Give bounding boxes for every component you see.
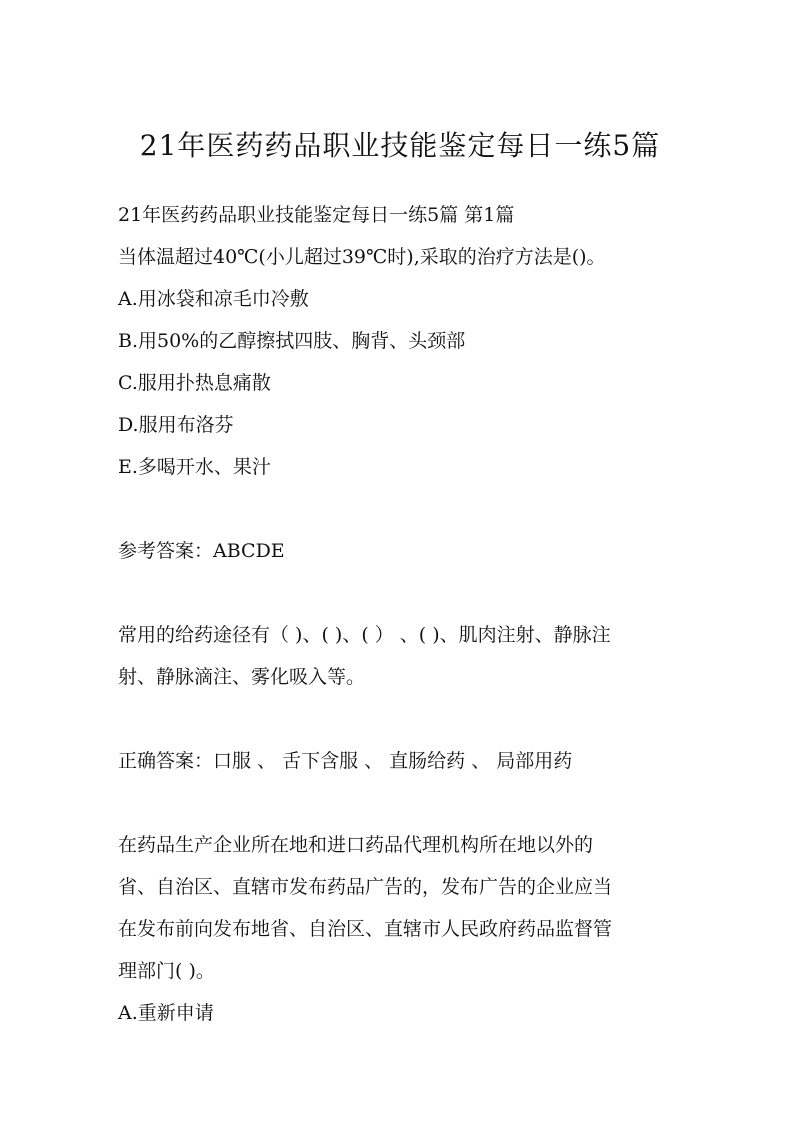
question-1-option-b: B.用50%的乙醇擦拭四肢、胸背、头颈部 <box>118 330 466 352</box>
spacer <box>118 488 740 530</box>
question-1-option-e: E.多喝开水、果汁 <box>118 456 271 478</box>
question-3-text-line-2: 省、自治区、直辖市发布药品广告的，发布广告的企业应当 <box>118 876 613 898</box>
spacer <box>118 698 740 740</box>
question-2-text-line-1: 常用的给药途径有（ )、( )、( ） 、( )、肌肉注射、静脉注 <box>118 624 611 646</box>
question-3-text-line-3: 在发布前向发布地省、自治区、直辖市人民政府药品监督管 <box>118 918 613 940</box>
spacer <box>118 572 740 614</box>
question-1-option-a: A.用冰袋和凉毛巾冷敷 <box>118 288 309 310</box>
section-heading: 21年医药药品职业技能鉴定每日一练5篇 第1篇 <box>118 204 515 226</box>
question-1-option-c: C.服用扑热息痛散 <box>118 372 271 394</box>
question-1-option-d: D.服用布洛芬 <box>118 414 234 436</box>
question-1-text: 当体温超过40℃(小儿超过39℃时),采取的治疗方法是()。 <box>118 246 606 268</box>
question-2-answer: 正确答案：口服 、 舌下含服 、 直肠给药 、 局部用药 <box>118 750 573 772</box>
question-2-text-line-2: 射、静脉滴注、雾化吸入等。 <box>118 666 366 688</box>
spacer <box>118 782 740 824</box>
question-3-text-line-4: 理部门( )。 <box>118 960 215 982</box>
question-1-answer: 参考答案：ABCDE <box>118 540 285 562</box>
question-3-text-line-1: 在药品生产企业所在地和进口药品代理机构所在地以外的 <box>118 834 594 856</box>
page-title: 21年医药药品职业技能鉴定每日一练5篇 <box>139 129 661 162</box>
question-3-option-a: A.重新申请 <box>118 1002 214 1024</box>
